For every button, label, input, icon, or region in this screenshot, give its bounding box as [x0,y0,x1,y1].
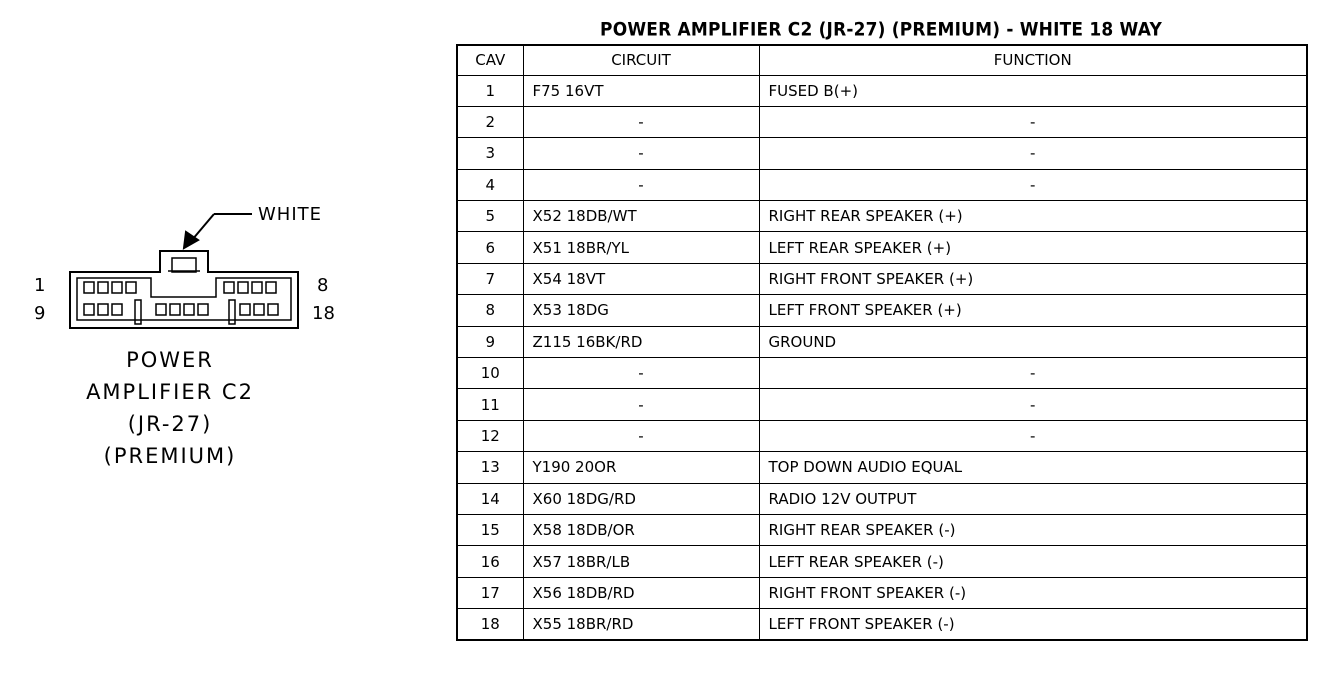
connector-label-line-4: (PREMIUM) [103,444,237,468]
circuit-cell: - [523,169,759,200]
circuit-cell: X51 18BR/YL [523,232,759,263]
table-row [457,169,1307,200]
connector-body [70,251,298,328]
function-cell: RIGHT REAR SPEAKER (+) [759,201,1307,232]
function-cell: - [759,106,1307,137]
cav-cell: 5 [457,201,523,232]
circuit-cell: X58 18DB/OR [523,514,759,545]
circuit-cell: - [523,106,759,137]
function-cell: LEFT FRONT SPEAKER (-) [759,609,1307,640]
cav-cell: 8 [457,295,523,326]
function-cell: - [759,389,1307,420]
function-cell: - [759,169,1307,200]
table-row [457,75,1307,106]
function-cell: RIGHT FRONT SPEAKER (-) [759,577,1307,608]
table-row [457,420,1307,451]
function-cell: FUSED B(+) [759,75,1307,106]
cav-cell: 6 [457,232,523,263]
table-row [457,106,1307,137]
cav-cell: 15 [457,514,523,545]
function-cell: - [759,358,1307,389]
cav-cell: 7 [457,263,523,294]
table-row [457,263,1307,294]
circuit-cell: X53 18DG [523,295,759,326]
circuit-cell: Y190 20OR [523,452,759,483]
function-cell: GROUND [759,326,1307,357]
function-cell: RADIO 12V OUTPUT [759,483,1307,514]
pin-label-18: 18 [312,303,335,324]
pin-label-1: 1 [34,275,46,296]
cav-cell: 16 [457,546,523,577]
function-cell: - [759,420,1307,451]
connector-diagram [0,0,440,700]
table-row [457,326,1307,357]
pinout-table [456,44,1308,641]
header-function: FUNCTION [759,45,1307,75]
cav-cell: 9 [457,326,523,357]
function-cell: LEFT FRONT SPEAKER (+) [759,295,1307,326]
table-row [457,138,1307,169]
function-cell: LEFT REAR SPEAKER (+) [759,232,1307,263]
connector-label-line-1: POWER [126,348,214,372]
table-row [457,609,1307,640]
header-cav: CAV [457,45,523,75]
cav-cell: 3 [457,138,523,169]
circuit-cell: Z115 16BK/RD [523,326,759,357]
connector-label-line-3: (JR-27) [127,412,213,436]
cav-cell: 18 [457,609,523,640]
table-row [457,577,1307,608]
table-row [457,295,1307,326]
cav-cell: 1 [457,75,523,106]
table-row [457,389,1307,420]
cav-cell: 13 [457,452,523,483]
circuit-cell: F75 16VT [523,75,759,106]
circuit-cell: - [523,358,759,389]
table-row [457,201,1307,232]
cav-cell: 12 [457,420,523,451]
function-cell: LEFT REAR SPEAKER (-) [759,546,1307,577]
circuit-cell: - [523,389,759,420]
function-cell: - [759,138,1307,169]
connector-label-line-2: AMPLIFIER C2 [86,380,254,404]
callout-arrow-icon [184,214,252,248]
circuit-cell: - [523,138,759,169]
function-cell: TOP DOWN AUDIO EQUAL [759,452,1307,483]
table-row [457,514,1307,545]
cav-cell: 4 [457,169,523,200]
table-row [457,483,1307,514]
circuit-cell: X55 18BR/RD [523,609,759,640]
header-circuit: CIRCUIT [523,45,759,75]
table-header-row [457,45,1307,75]
table-row [457,452,1307,483]
cav-cell: 14 [457,483,523,514]
function-cell: RIGHT REAR SPEAKER (-) [759,514,1307,545]
cav-cell: 10 [457,358,523,389]
cav-cell: 2 [457,106,523,137]
table-row [457,232,1307,263]
table-title: POWER AMPLIFIER C2 (JR-27) (PREMIUM) - WHITE 18 WAY [600,18,1162,42]
circuit-cell: X56 18DB/RD [523,577,759,608]
cavities-top-row [84,282,276,293]
cav-cell: 17 [457,577,523,608]
circuit-cell: X60 18DG/RD [523,483,759,514]
circuit-cell: X52 18DB/WT [523,201,759,232]
cavities-bottom-row [84,304,278,315]
table-row [457,358,1307,389]
circuit-cell: X54 18VT [523,263,759,294]
pin-label-8: 8 [317,275,329,296]
function-cell: RIGHT FRONT SPEAKER (+) [759,263,1307,294]
connector-color-callout: WHITE [258,204,323,225]
table-row [457,546,1307,577]
circuit-cell: X57 18BR/LB [523,546,759,577]
cav-cell: 11 [457,389,523,420]
circuit-cell: - [523,420,759,451]
pin-label-9: 9 [34,303,46,324]
